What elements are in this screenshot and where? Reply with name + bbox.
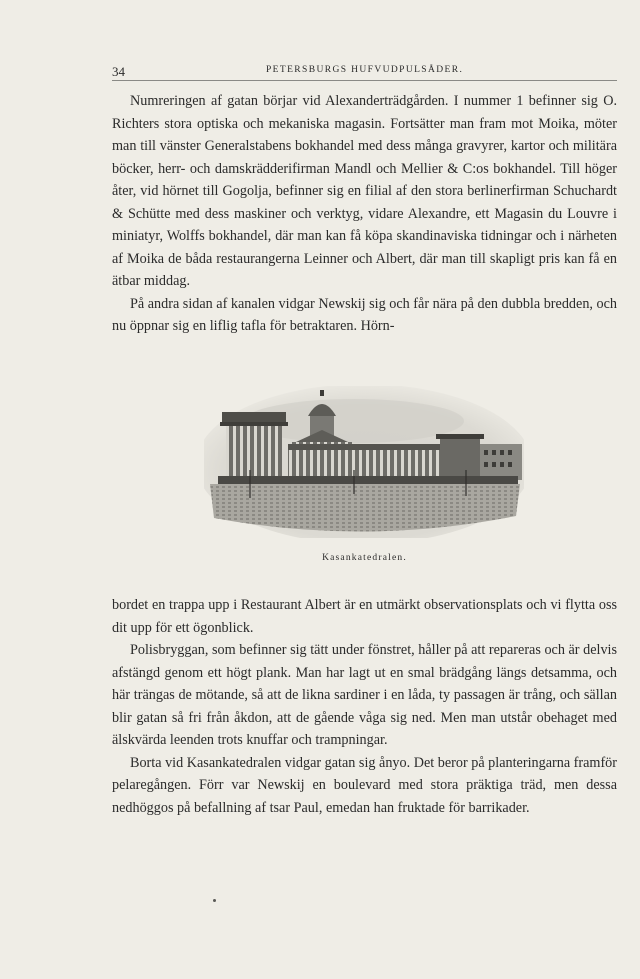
text-block-bottom bbox=[112, 594, 617, 819]
paragraph: Polisbryggan, som befinner sig tätt under fönstret, håller på att repareras och är delvis afstängd genom ett högt plank. Man har lagt ut en smal brädgång längs detsamma, och här trängas de mötande, så att de likna sardiner i en låda, ty passagen är trång, och sällan blir gatan så fri från åkdon, att de gående våga sig ned. Men man utstår obehaget med älskvärda leenden trots knuffar och trampningar. bbox=[112, 642, 617, 748]
page-number: 34 bbox=[112, 64, 125, 79]
paragraph: Numreringen af gatan börjar vid Alexanderträdgården. I nummer 1 befinner sig O. Richters stora optiska och mekaniska magasin. Fortsätter man fram mot Moika, möter man till vänster Generalstabens bokhandel med dess många gravyrer, kartor och militära böcker, herr- och damskrädderifirman Mandl och Mellier & C:os bokhandel. Till höger åter, vid hörnet till Gogolja, befinner sig en filial af den stora berlinerfirman Schuchardt & Schütte med dess maskiner och verktyg, vidare Alexandre, ett Magasin du Louvre i miniatyr, Wolffs bokhandel, där man kan få köpa skandinaviska tidningar och i närheten af Moika de båda restaurangerna Leinner och Albert, där man till skapligt pris kan få en ätbar middag. bbox=[112, 93, 617, 289]
paragraph: bordet en trappa upp i Restaurant Albert är en utmärkt observationsplats och vi flytta oss dit upp för ett ögonblick. bbox=[112, 597, 617, 636]
kasan-cathedral-engraving bbox=[204, 386, 524, 538]
paragraph: På andra sidan af kanalen vidgar Newskij sig och får nära på den dubbla bredden, och nu öppnar sig en liflig tafla för betraktaren. Hörn- bbox=[112, 295, 617, 334]
ink-speck bbox=[213, 899, 216, 902]
figure-caption: Kasankatedralen. bbox=[322, 553, 407, 563]
running-title: PETERSBURGS HUFVUDPULSÅDER. bbox=[266, 65, 464, 75]
paragraph: Borta vid Kasankatedralen vidgar gatan sig ånyo. Det beror på planteringarna framför pelaregången. Förr var Newskij en boulevard med stora präktiga träd, men dessa nedhöggos på befallning af tsar Paul, emedan han fruktade för barrikader. bbox=[112, 754, 617, 816]
text-block-top bbox=[112, 90, 617, 338]
page-header bbox=[112, 62, 617, 81]
